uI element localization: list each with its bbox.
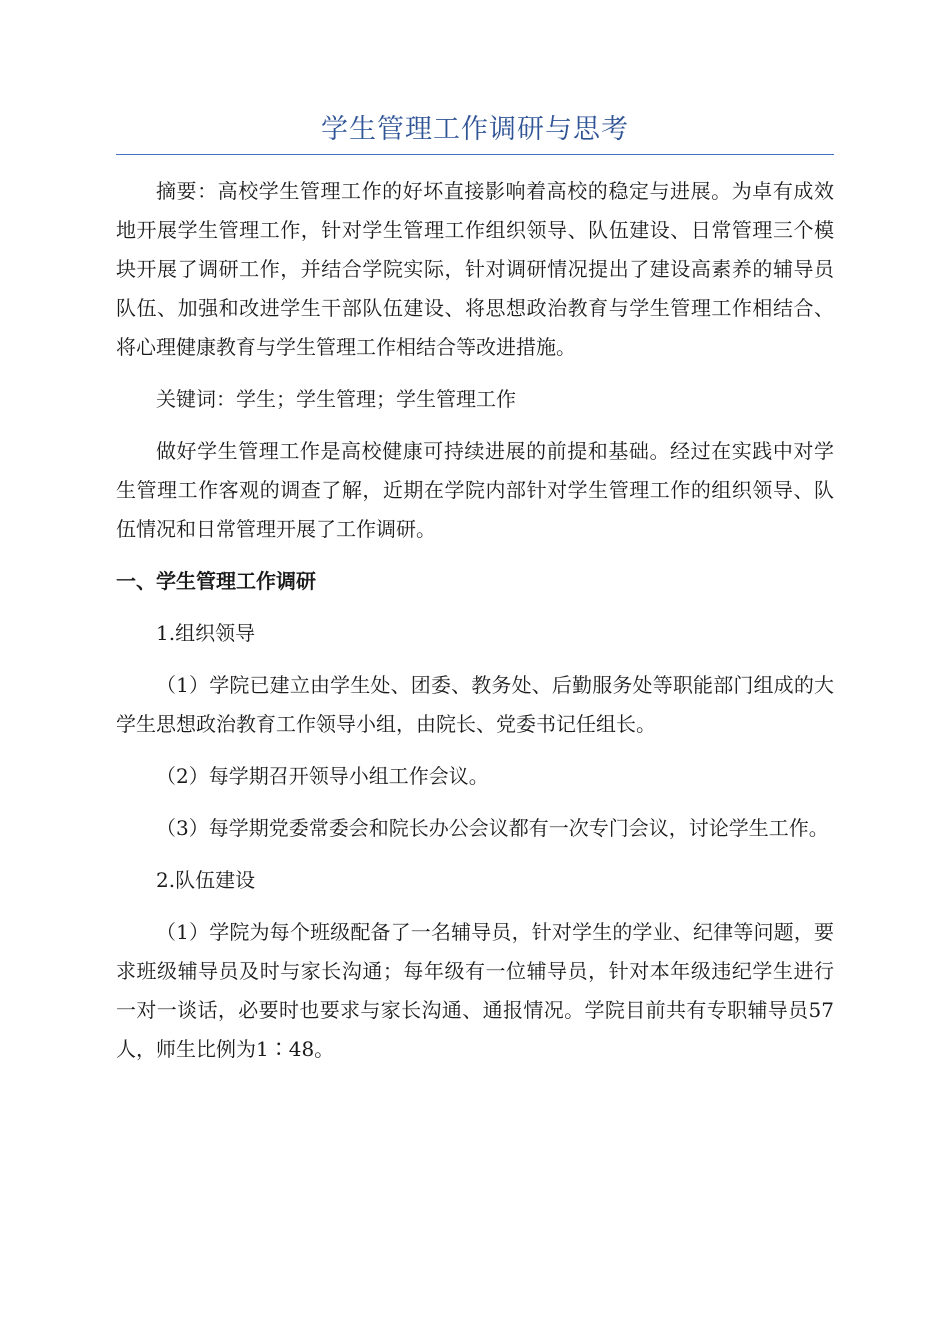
subsection-heading: 1.组织领导 (156, 621, 256, 645)
list-item: （3）每学期党委常委会和院长办公会议都有一次专门会议，讨论学生工作。 (156, 816, 829, 840)
keywords-paragraph: 关键词：学生；学生管理；学生管理工作 (156, 387, 516, 411)
abstract-paragraph: 摘要：高校学生管理工作的好坏直接影响着高校的稳定与进展。为卓有成效地开展学生管理工作，针对学生管理工作组织领导、队伍建设、日常管理三个模块开展了调研工作，并结合学院实际，针对调研情况提出了建设高素养的辅导员队伍、加强和改进学生干部队伍建设、将思想政治教育与学生管理工作相结合、将心理健康教育与学生管理工作相结合等改进措施。 (116, 179, 834, 359)
intro-paragraph: 做好学生管理工作是高校健康可持续进展的前提和基础。经过在实践中对学生管理工作客观的调查了解，近期在学院内部针对学生管理工作的组织领导、队伍情况和日常管理开展了工作调研。 (116, 439, 834, 541)
list-item: （1）学院为每个班级配备了一名辅导员，针对学生的学业、纪律等问题，要求班级辅导员及时与家长沟通；每年级有一位辅导员，针对本年级违纪学生进行一对一谈话，必要时也要求与家长沟通、通报情况。学院目前共有专职辅导员57人，师生比例为1∶48。 (116, 920, 834, 1061)
subsection-heading: 2.队伍建设 (156, 868, 256, 892)
list-item: （1）学院已建立由学生处、团委、教务处、后勤服务处等职能部门组成的大学生思想政治教育工作领导小组，由院长、党委书记任组长。 (116, 673, 834, 736)
document-body (116, 172, 834, 1069)
title-underline (116, 154, 834, 155)
section-heading: 一、学生管理工作调研 (116, 569, 316, 593)
list-item: （2）每学期召开领导小组工作会议。 (156, 764, 489, 788)
document-title: 学生管理工作调研与思考 (321, 114, 629, 145)
